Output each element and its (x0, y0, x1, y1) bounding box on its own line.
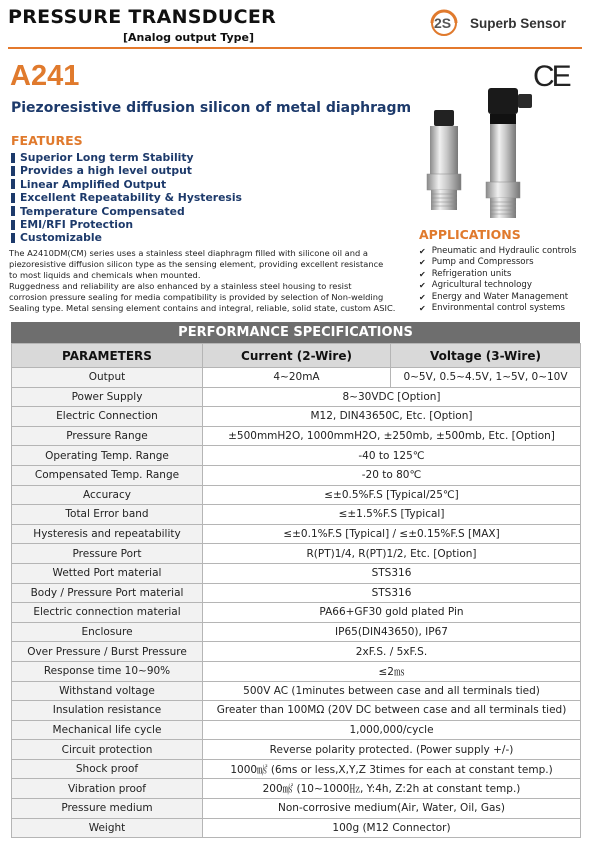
spec-row (12, 563, 581, 583)
spec-parameter: Mechanical life cycle (12, 720, 203, 740)
spec-row (12, 387, 581, 407)
spec-parameter: Operating Temp. Range (12, 446, 203, 466)
spec-parameter: Response time 10~90% (12, 661, 203, 681)
feature-item: Provides a high level output (11, 164, 242, 177)
spec-value: Greater than 100MΩ (20V DC between case and all terminals tied) (203, 701, 581, 721)
check-icon: ✔ (419, 258, 426, 268)
description-line: The A2410DM(CM) series uses a stainless steel diaphragm filled with silicone oil and a (9, 248, 368, 258)
spec-parameter: Weight (12, 818, 203, 838)
spec-parameter: Wetted Port material (12, 563, 203, 583)
brand-name: Superb Sensor (470, 15, 567, 31)
bullet-icon (11, 220, 15, 230)
spec-parameter: Body / Pressure Port material (12, 583, 203, 603)
spec-row (12, 642, 581, 662)
ce-mark: CE (533, 60, 569, 93)
bullet-icon (11, 179, 15, 189)
brand-mark-text: 2S (434, 15, 452, 31)
spec-row (12, 426, 581, 446)
spec-row (12, 779, 581, 799)
check-icon: ✔ (419, 247, 426, 256)
applications-heading: APPLICATIONS (419, 227, 521, 242)
spec-value: 200㎨ (10~1000㎐, Y:4h, Z:2h at constant temp.) (203, 779, 581, 799)
spec-parameter: Insulation resistance (12, 701, 203, 721)
spec-value: Reverse polarity protected. (Power supply +/-) (203, 740, 581, 760)
application-item: ✔ Pump and Compressors (419, 257, 534, 268)
spec-parameter: Shock proof (12, 759, 203, 779)
spec-parameter: Withstand voltage (12, 681, 203, 701)
spec-parameter: Output (12, 368, 203, 388)
spec-parameter: Hysteresis and repeatability (12, 524, 203, 544)
application-item: ✔ Pneumatic and Hydraulic controls (419, 246, 577, 256)
bullet-icon (11, 233, 15, 243)
spec-table (11, 343, 581, 838)
spec-value-voltage: 0~5V, 0.5~4.5V, 1~5V, 0~10V (391, 368, 581, 388)
product-photo (414, 84, 564, 222)
spec-row (12, 465, 581, 485)
spec-parameter: Electric Connection (12, 407, 203, 427)
spec-value: R(PT)1/4, R(PT)1/2, Etc. [Option] (203, 544, 581, 564)
spec-value: -40 to 125℃ (203, 446, 581, 466)
spec-parameter: Pressure Range (12, 426, 203, 446)
spec-row (12, 407, 581, 427)
spec-row (12, 368, 581, 388)
spec-value: 1000㎨ (6ms or less,X,Y,Z 3times for each at constant temp.) (203, 759, 581, 779)
spec-value: ±500mmH2O, 1000mmH2O, ±250mb, ±500mb, Etc. [Option] (203, 426, 581, 446)
spec-row (12, 661, 581, 681)
spec-value: -20 to 80℃ (203, 465, 581, 485)
check-icon: ✔ (419, 292, 426, 302)
spec-row (12, 701, 581, 721)
spec-row (12, 720, 581, 740)
spec-parameter: Electric connection material (12, 603, 203, 623)
spec-parameter: Total Error band (12, 505, 203, 525)
application-item: ✔ Refrigeration units (419, 268, 512, 279)
spec-value: ≤±1.5%F.S [Typical] (203, 505, 581, 525)
features-heading: FEATURES (11, 133, 83, 148)
feature-item: EMI/RFI Protection (11, 218, 242, 231)
spec-row (12, 544, 581, 564)
check-icon: ✔ (419, 303, 426, 313)
spec-parameter: Enclosure (12, 622, 203, 642)
spec-header-row (12, 344, 581, 368)
brand-logo (426, 9, 566, 37)
product-description (9, 248, 414, 315)
spec-parameter: Circuit protection (12, 740, 203, 760)
spec-value: PA66+GF30 gold plated Pin (203, 603, 581, 623)
column-header-voltage: Voltage (3-Wire) (391, 344, 581, 368)
document-subtitle: [Analog output Type] (123, 31, 254, 44)
check-icon: ✔ (419, 281, 426, 291)
description-line: Sealing type. Metal sensing element contains and integral, reliable, solid state, custom ASIC. (9, 303, 396, 314)
spec-parameter: Power Supply (12, 387, 203, 407)
spec-row (12, 622, 581, 642)
spec-value: 1,000,000/cycle (203, 720, 581, 740)
feature-item: Linear Amplified Output (11, 178, 242, 191)
spec-parameter: Pressure Port (12, 544, 203, 564)
spec-value: ≤±0.1%F.S [Typical] / ≤±0.15%F.S [MAX] (203, 524, 581, 544)
spec-row (12, 759, 581, 779)
spec-row (12, 740, 581, 760)
column-header-current: Current (2-Wire) (203, 344, 391, 368)
brand-mark-icon (426, 9, 466, 37)
check-icon: ✔ (419, 269, 426, 279)
feature-item: Customizable (11, 231, 242, 244)
header-divider (8, 47, 582, 49)
model-number: A241 (10, 60, 80, 92)
bullet-icon (11, 206, 15, 216)
spec-value: ≤2㎳ (203, 661, 581, 681)
application-item: ✔ Environmental control systems (419, 302, 566, 313)
application-item: ✔ Agricultural technology (419, 280, 532, 291)
spec-row (12, 446, 581, 466)
spec-row (12, 603, 581, 623)
features-list (11, 151, 242, 245)
spec-parameter: Over Pressure / Burst Pressure (12, 642, 203, 662)
application-item: ✔ Energy and Water Management (419, 291, 569, 302)
description-line: to most liquids and chemicals when mounted. (9, 270, 201, 281)
spec-row (12, 583, 581, 603)
applications-list (419, 246, 576, 314)
spec-value: STS316 (203, 583, 581, 603)
spec-row (12, 818, 581, 838)
spec-parameter: Vibration proof (12, 779, 203, 799)
spec-parameter: Compensated Temp. Range (12, 465, 203, 485)
spec-value-current: 4~20mA (203, 368, 391, 388)
spec-value: M12, DIN43650C, Etc. [Option] (203, 407, 581, 427)
spec-row (12, 681, 581, 701)
description-line: piezoresistive diffusion silicon type as the sensing element, providing excellent resistance (9, 259, 384, 270)
feature-item: Temperature Compensated (11, 205, 242, 218)
spec-row (12, 799, 581, 819)
spec-row (12, 524, 581, 544)
spec-parameter: Accuracy (12, 485, 203, 505)
spec-row (12, 485, 581, 505)
feature-item: Superior Long term Stability (11, 151, 242, 164)
column-header-parameters: PARAMETERS (12, 344, 203, 368)
spec-row (12, 505, 581, 525)
spec-parameter: Pressure medium (12, 799, 203, 819)
spec-value: Non-corrosive medium(Air, Water, Oil, Gas) (203, 799, 581, 819)
spec-value: IP65(DIN43650), IP67 (203, 622, 581, 642)
bullet-icon (11, 166, 15, 176)
spec-value: STS316 (203, 563, 581, 583)
product-tagline: Piezoresistive diffusion silicon of metal diaphragm (11, 100, 412, 116)
performance-specifications (11, 322, 580, 838)
description-line: Ruggedness and reliability are also enhanced by a stainless steel housing to resist (9, 281, 352, 292)
feature-item: Excellent Repeatability & Hysteresis (11, 191, 242, 204)
bullet-icon (11, 193, 15, 203)
bullet-icon (11, 153, 15, 163)
spec-value: 8~30VDC [Option] (203, 387, 581, 407)
spec-value: ≤±0.5%F.S [Typical/25℃] (203, 485, 581, 505)
spec-value: 100g (M12 Connector) (203, 818, 581, 838)
spec-table-title: PERFORMANCE SPECIFICATIONS (11, 322, 580, 343)
document-title: PRESSURE TRANSDUCER (8, 6, 277, 28)
spec-value: 500V AC (1minutes between case and all terminals tied) (203, 681, 581, 701)
description-line: corrosion pressure sealing for media compatibility is provided by selection of Non-welding (9, 292, 384, 303)
spec-value: 2xF.S. / 5xF.S. (203, 642, 581, 662)
